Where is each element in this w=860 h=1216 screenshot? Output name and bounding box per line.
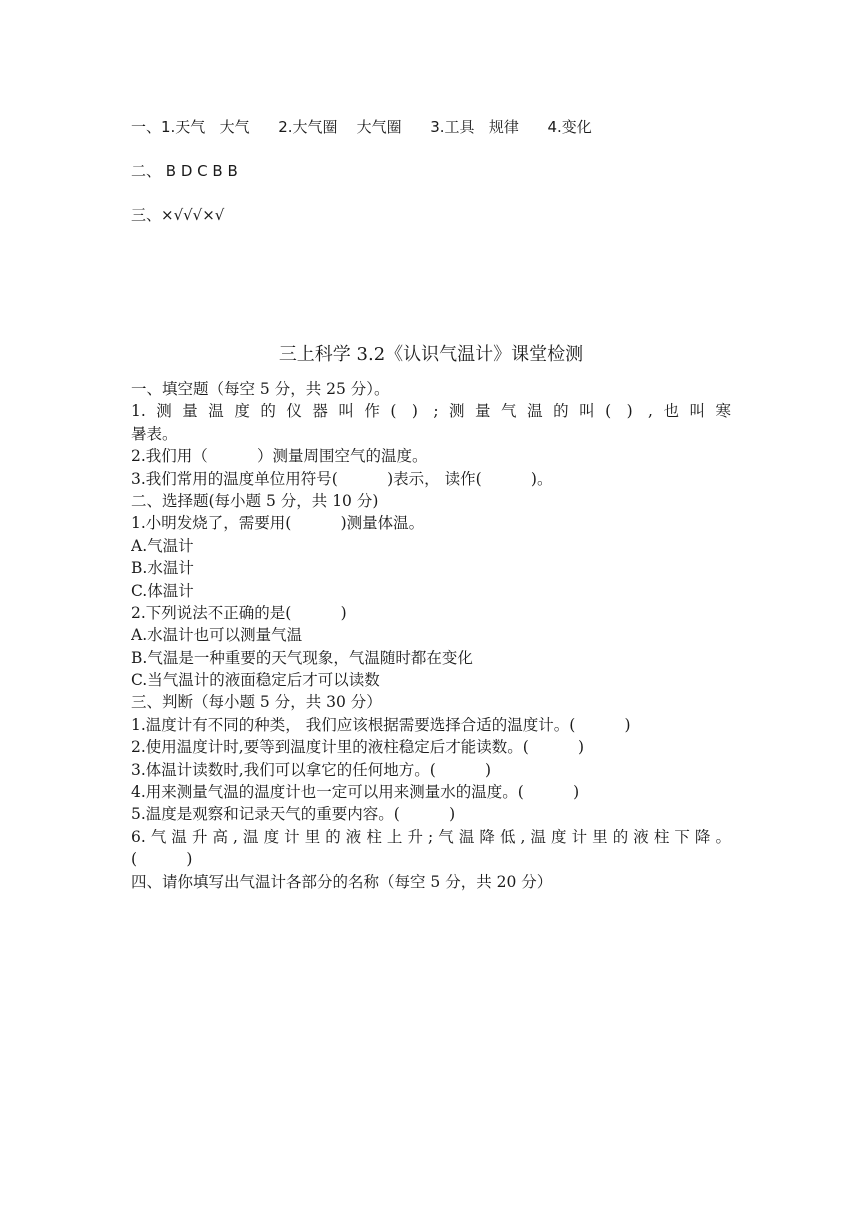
- option-line: B.水温计: [131, 559, 194, 578]
- question-line: 6.气温升高,温度计里的液柱上升;气温降低,温度计里的液柱下降。: [131, 827, 731, 846]
- option-line: C.体温计: [131, 581, 194, 600]
- answer-line-judgment: 三、×√√√×√: [131, 206, 225, 224]
- section-heading-judgment: 三、判断（每小题 5 分，共 30 分）: [131, 693, 382, 712]
- section-heading-choice: 二、选择题(每小题 5 分，共 10 分): [131, 491, 379, 510]
- option-line: B.气温是一种重要的天气现象，气温随时都在变化: [131, 648, 473, 667]
- question-line: 暑表。: [131, 424, 178, 443]
- question-line: 3.体温计读数时,我们可以拿它的任何地方。( ): [131, 760, 492, 779]
- question-line: 2.我们用（ ）测量周围空气的温度。: [131, 447, 428, 466]
- answer-line-choice: 二、 B D C B B: [131, 162, 238, 180]
- question-line: 2.下列说法不正确的是( ): [131, 603, 347, 622]
- quiz-title: 三上科学 3.2《认识气温计》课堂检测: [278, 344, 584, 365]
- option-line: A.气温计: [131, 536, 194, 555]
- question-line: 1.测量温度的仪器叫作( ) ;测量气温的叫( ) ,也叫寒: [131, 402, 731, 421]
- answer-key: [131, 116, 771, 226]
- section-heading-fill-in: 一、填空题（每空 5 分，共 25 分）。: [131, 380, 390, 398]
- question-line: 1.温度计有不同的种类， 我们应该根据需要选择合适的温度计。( ): [131, 715, 631, 734]
- option-line: A.水温计也可以测量气温: [131, 626, 303, 645]
- answer-line-fill-in: 一、1.天气 大气 2.大气圈 大气圈 3.工具 规律 4.变化: [131, 118, 592, 136]
- question-line: 4.用来测量气温的温度计也一定可以用来测量水的温度。( ): [131, 783, 580, 802]
- option-line: C.当气温计的液面稳定后才可以读数: [131, 671, 380, 690]
- question-line: 3.我们常用的温度单位用符号( )表示， 读作( )。: [131, 469, 553, 488]
- question-line: 5.温度是观察和记录天气的重要内容。( ): [131, 805, 456, 824]
- quiz-section: [131, 340, 731, 893]
- question-line: 2.使用温度计时,要等到温度计里的液柱稳定后才能读数。( ): [131, 738, 585, 757]
- question-line: ( ): [131, 850, 193, 869]
- question-line: 1.小明发烧了，需要用( )测量体温。: [131, 514, 425, 533]
- section-heading-labeling: 四、请你填写出气温计各部分的名称（每空 5 分，共 20 分）: [131, 872, 553, 891]
